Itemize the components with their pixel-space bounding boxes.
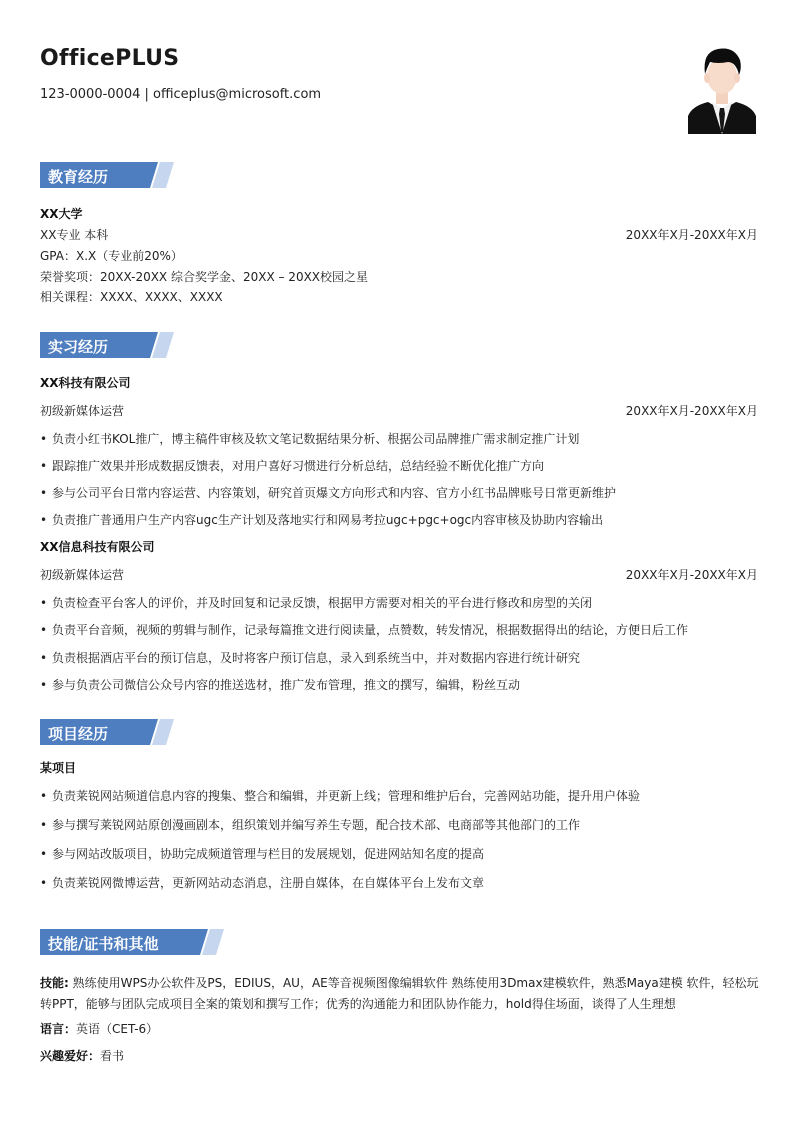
list-item: • 负责莱锐网微博运营，更新网站动态消息，注册自媒体，在自媒体平台上发布文章	[40, 876, 485, 890]
company-name: XX科技有限公司	[40, 376, 131, 390]
list-item: • 负责平台音频，视频的剪辑与制作，记录每篇推文进行阅读量，点赞数，转发情况，根据数据得出的结论，方便日后工作	[40, 623, 689, 637]
section-title: 实习经历	[48, 338, 109, 356]
job-date: 20XX年X月-20XX年X月	[625, 404, 758, 418]
list-item: • 参与网站改版项目，协助完成频道管理与栏目的发展规划，促进网站知名度的提高	[40, 847, 485, 861]
skills-text: 技能: 熟练使用WPS办公软件及PS，EDIUS，AU，AE等音视频图像编辑软件 熟练使用3Dmax建模软件，熟悉Maya建模 软件，轻松玩转PPT，能够与团队完成项目全案的策划和撰写工作；优秀的沟通能力和团队协作能力，hold得住场面，谈得了人生理想	[40, 976, 759, 1011]
courses: 相关课程：XXXX、XXXX、XXXX	[40, 290, 223, 304]
section-header-project	[40, 719, 240, 745]
list-item: • 负责莱锐网站频道信息内容的搜集、整合和编辑，并更新上线；管理和维护后台，完善网站功能，提升用户体验	[40, 789, 641, 803]
avatar-photo	[688, 40, 756, 134]
list-item: • 负责小红书KOL推广，博主稿件审核及软文笔记数据结果分析、根据公司品牌推广需求制定推广计划	[40, 432, 580, 446]
section-title: 项目经历	[48, 725, 109, 743]
language: 语言：英语（CET-6）	[40, 1022, 159, 1036]
section-header-education	[40, 162, 240, 188]
list-item: • 参与负责公司微信公众号内容的推送选材，推广发布管理，推文的撰写，编辑，粉丝互动	[40, 678, 521, 692]
contact-info: 123-0000-0004 | officeplus@microsoft.com	[40, 87, 322, 102]
gpa: GPA：X.X（专业前20%）	[40, 249, 183, 263]
job-role: 初级新媒体运营	[40, 568, 125, 582]
list-item: • 负责根据酒店平台的预订信息，及时将客户预订信息，录入到系统当中，并对数据内容进行统计研究	[40, 651, 581, 665]
company-name: XX信息科技有限公司	[40, 540, 155, 554]
education-date: 20XX年X月-20XX年X月	[625, 228, 758, 242]
school-name: XX大学	[40, 207, 83, 221]
list-item: • 负责推广普通用户生产内容ugc生产计划及落地实行和网易考拉ugc+pgc+ogc内容审核及协助内容输出	[40, 513, 604, 527]
section-header-skills	[40, 929, 240, 955]
honors: 荣誉奖项：20XX-20XX 综合奖学金、20XX – 20XX校园之星	[40, 270, 369, 284]
section-title: 教育经历	[48, 168, 109, 186]
job-date: 20XX年X月-20XX年X月	[625, 568, 758, 582]
list-item: • 参与撰写莱锐网站原创漫画剧本，组织策划并编写养生专题，配合技术部、电商部等其他部门的工作	[40, 818, 581, 832]
project-name: 某项目	[40, 761, 77, 775]
section-title: 技能/证书和其他	[48, 935, 159, 953]
candidate-name: OfficePLUS	[40, 46, 180, 71]
major-degree: XX专业 本科	[40, 228, 109, 242]
list-item: • 跟踪推广效果并形成数据反馈表，对用户喜好习惯进行分析总结，总结经验不断优化推广方向	[40, 459, 545, 473]
hobbies: 兴趣爱好：看书	[40, 1049, 125, 1063]
job-role: 初级新媒体运营	[40, 404, 125, 418]
section-header-internship	[40, 332, 240, 358]
list-item: • 参与公司平台日常内容运营、内容策划，研究首页爆文方向形式和内容、官方小红书品牌账号日常更新维护	[40, 486, 617, 500]
list-item: • 负责检查平台客人的评价，并及时回复和记录反馈，根据甲方需要对相关的平台进行修改和房型的关闭	[40, 596, 593, 610]
